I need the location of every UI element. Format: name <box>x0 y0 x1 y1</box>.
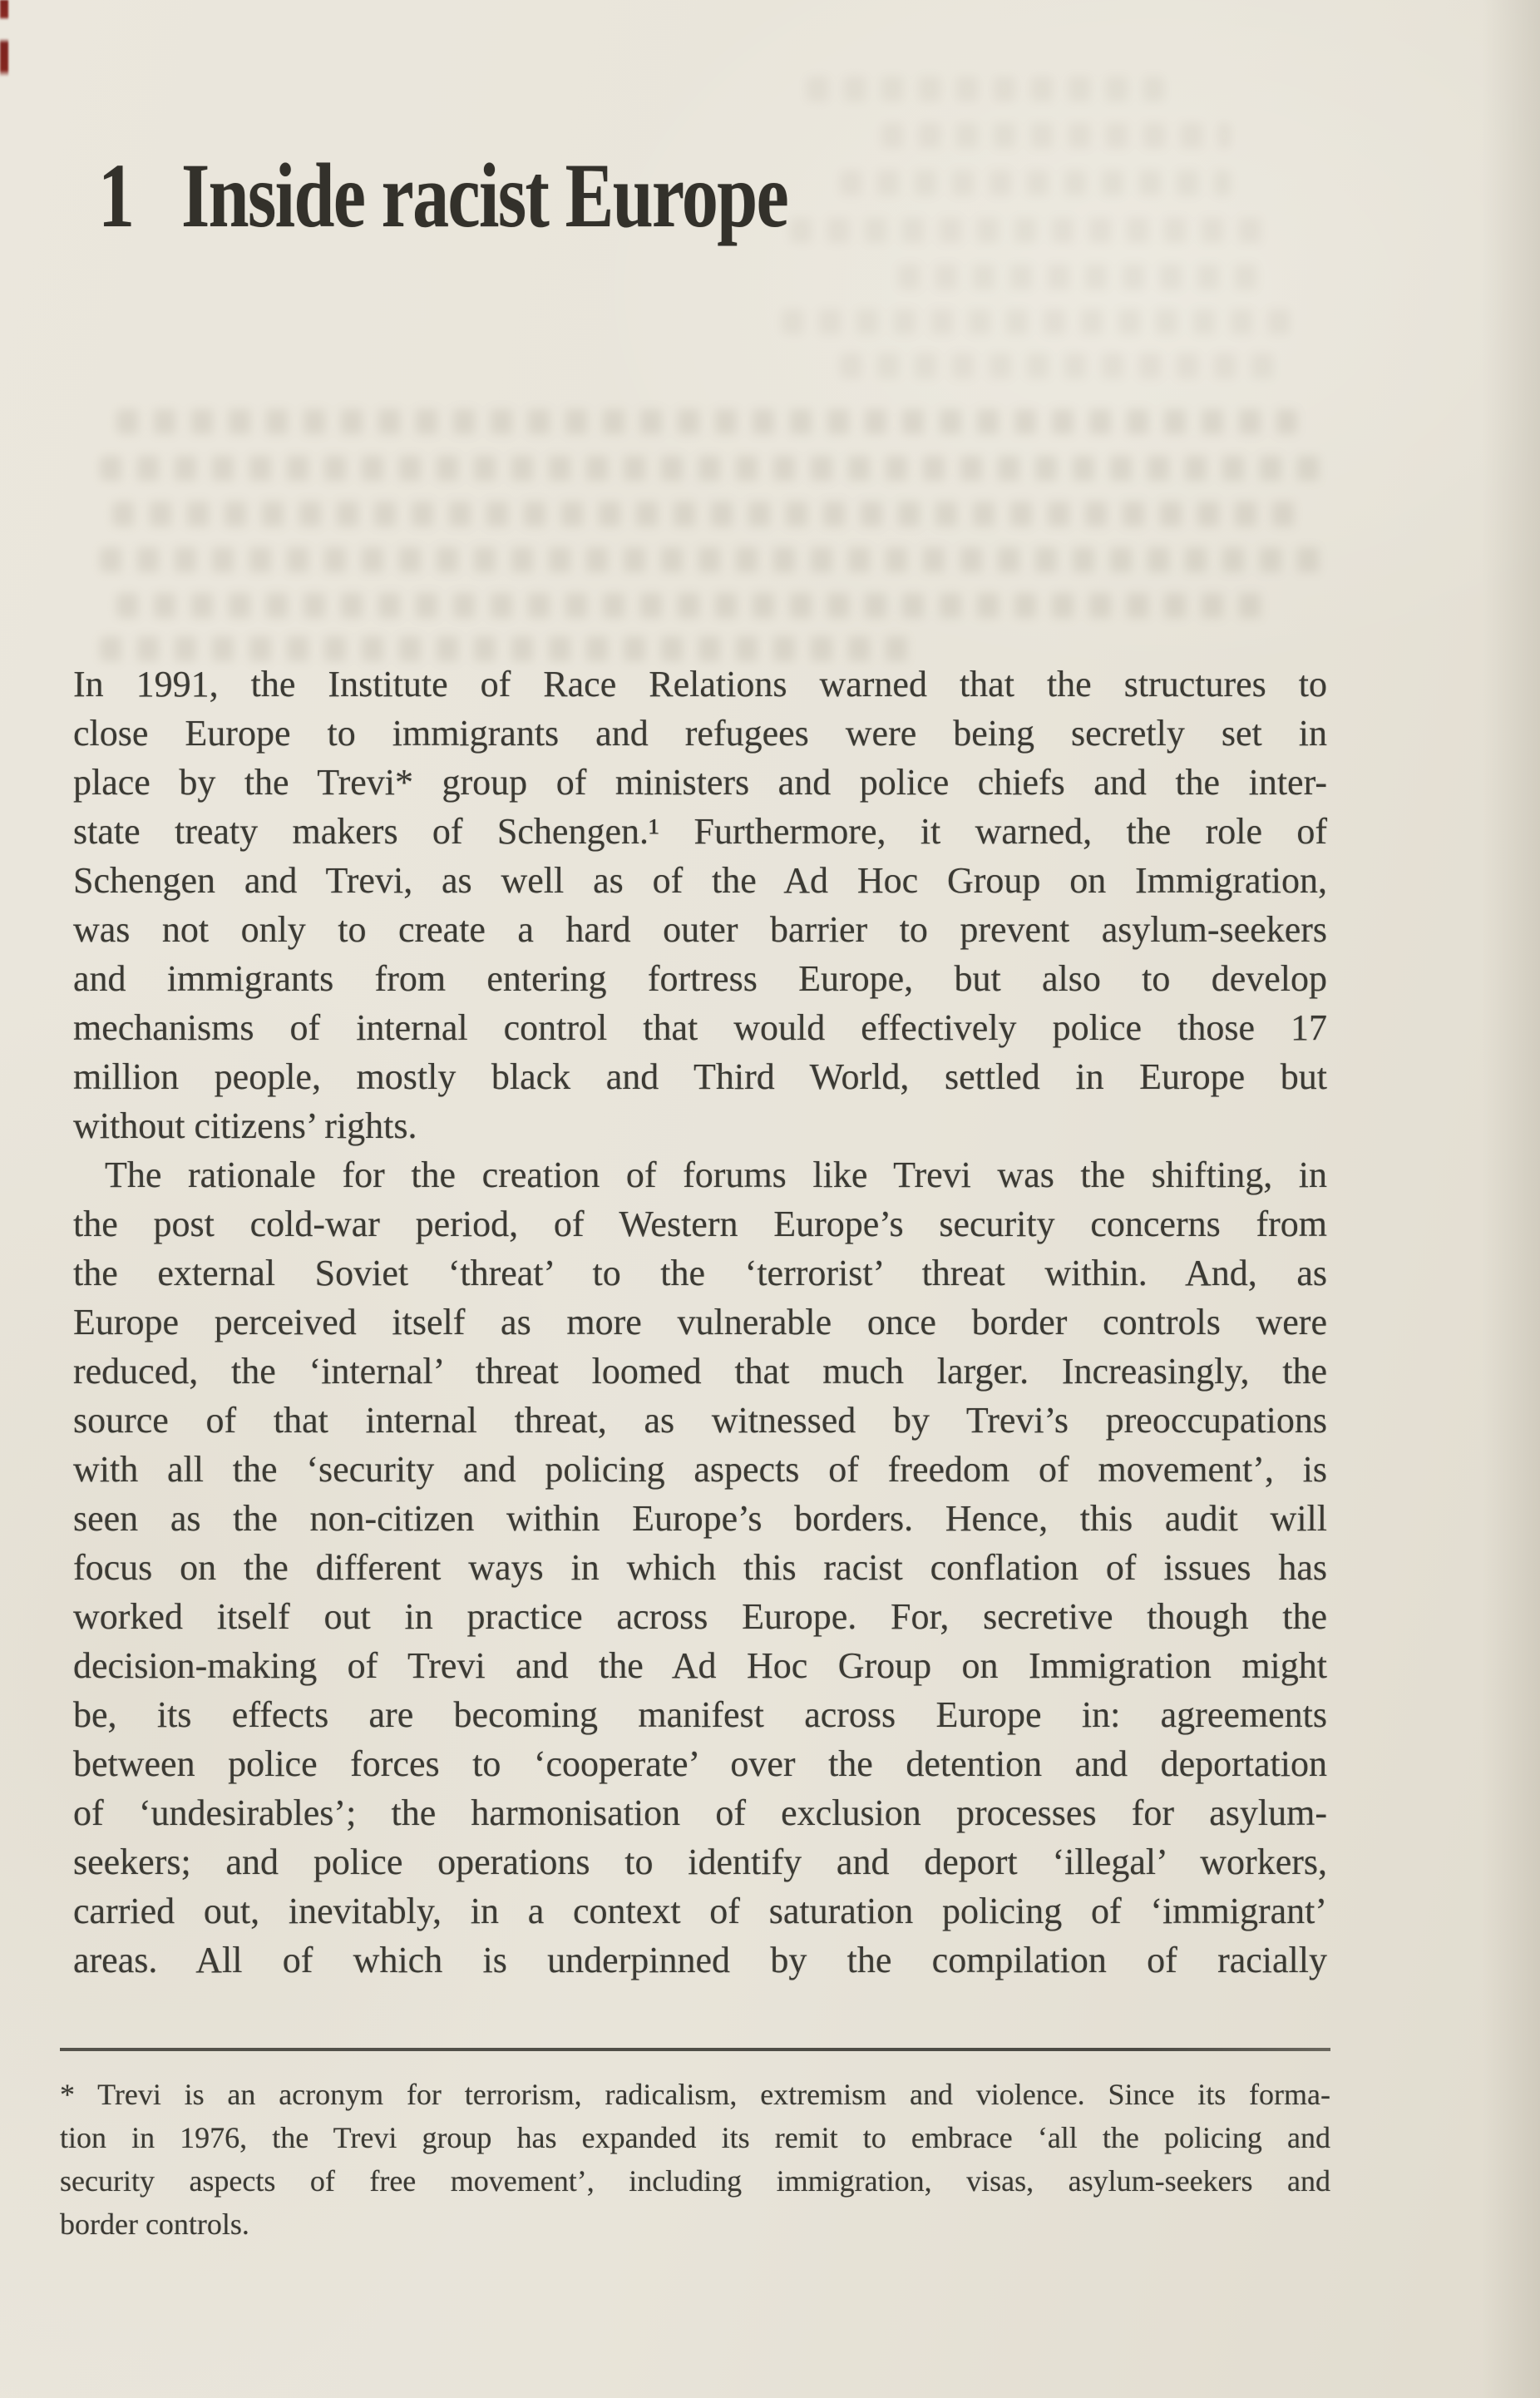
text-line: and immigrants from entering fortress Europe, but also to develop <box>73 958 1327 999</box>
text-line: the post cold-war period, of Western Europe’s security concerns from <box>73 1204 1327 1244</box>
text-line: close Europe to immigrants and refugees were being secretly set in <box>73 713 1327 754</box>
text-line: the external Soviet ‘threat’ to the ‘terrorist’ threat within. And, as <box>73 1253 1327 1293</box>
showthrough-line <box>807 77 1164 101</box>
body-text <box>73 660 1327 1985</box>
chapter-title: Inside racist Europe <box>181 145 788 246</box>
text-line: place by the Trevi* group of ministers and police chiefs and the inter- <box>73 762 1327 803</box>
text-line: between police forces to ‘cooperate’ over the detention and deportation <box>73 1743 1327 1784</box>
text-line: state treaty makers of Schengen.¹ Furthermore, it warned, the role of <box>73 811 1327 852</box>
text-line: of ‘undesirables’; the harmonisation of exclusion processes for asylum- <box>73 1792 1327 1833</box>
showthrough-line <box>881 123 1231 148</box>
text-line: with all the ‘security and policing aspects of freedom of movement’, is <box>73 1449 1327 1490</box>
text-line: worked itself out in practice across Europe. For, secretive though the <box>73 1596 1327 1637</box>
showthrough-line <box>100 547 1322 572</box>
text-line: decision-making of Trevi and the Ad Hoc Group on Immigration might <box>73 1645 1327 1686</box>
showthrough-line <box>112 502 1310 527</box>
text-line: seekers; and police operations to identify and deport ‘illegal’ workers, <box>73 1842 1327 1882</box>
showthrough-line <box>116 409 1297 434</box>
showthrough-line <box>898 265 1264 289</box>
showthrough-line <box>840 171 1231 195</box>
showthrough-line <box>100 636 915 661</box>
footnote <box>60 2073 1330 2246</box>
showthrough-line <box>840 354 1289 378</box>
text-line: be, its effects are becoming manifest across Europe in: agreements <box>73 1694 1327 1735</box>
text-line: mechanisms of internal control that would effectively police those 17 <box>73 1007 1327 1048</box>
text-line: source of that internal threat, as witnessed by Trevi’s preoccupations <box>73 1400 1327 1441</box>
text-line: border controls. <box>60 2208 249 2241</box>
text-line: areas. All of which is underpinned by the compilation of racially <box>73 1940 1327 1980</box>
showthrough-line <box>790 218 1264 243</box>
chapter-number: 1 <box>98 145 134 246</box>
text-line: The rationale for the creation of forums like Trevi was the shifting, in <box>105 1155 1327 1195</box>
text-line: Schengen and Trevi, as well as of the Ad Hoc Group on Immigration, <box>73 860 1327 901</box>
text-line: million people, mostly black and Third World, settled in Europe but <box>73 1056 1327 1097</box>
text-line: In 1991, the Institute of Race Relations warned that the structures to <box>73 664 1327 705</box>
showthrough-line <box>116 593 1272 618</box>
text-line: security aspects of free movement’, including immigration, visas, asylum-seekers and <box>60 2164 1330 2198</box>
text-line: was not only to create a hard outer barrier to prevent asylum-seekers <box>73 909 1327 950</box>
fore-edge-red-mark <box>0 0 8 83</box>
showthrough-line <box>100 456 1322 481</box>
footnote-divider <box>60 2048 1330 2051</box>
text-line: Europe perceived itself as more vulnerable once border controls were <box>73 1302 1327 1342</box>
text-line: tion in 1976, the Trevi group has expanded its remit to embrace ‘all the policing and <box>60 2121 1330 2154</box>
showthrough-line <box>782 309 1297 334</box>
chapter-heading <box>98 143 787 249</box>
text-line: carried out, inevitably, in a context of saturation policing of ‘immigrant’ <box>73 1891 1327 1931</box>
text-line: reduced, the ‘internal’ threat loomed that much larger. Increasingly, the <box>73 1351 1327 1392</box>
paragraph <box>73 660 1327 1150</box>
text-line: * Trevi is an acronym for terrorism, radicalism, extremism and violence. Since its forma- <box>60 2078 1330 2111</box>
text-line: focus on the different ways in which this racist conflation of issues has <box>73 1547 1327 1588</box>
paragraph <box>73 1150 1327 1985</box>
text-line: seen as the non-citizen within Europe’s borders. Hence, this audit will <box>73 1498 1327 1539</box>
text-line: without citizens’ rights. <box>73 1105 417 1146</box>
